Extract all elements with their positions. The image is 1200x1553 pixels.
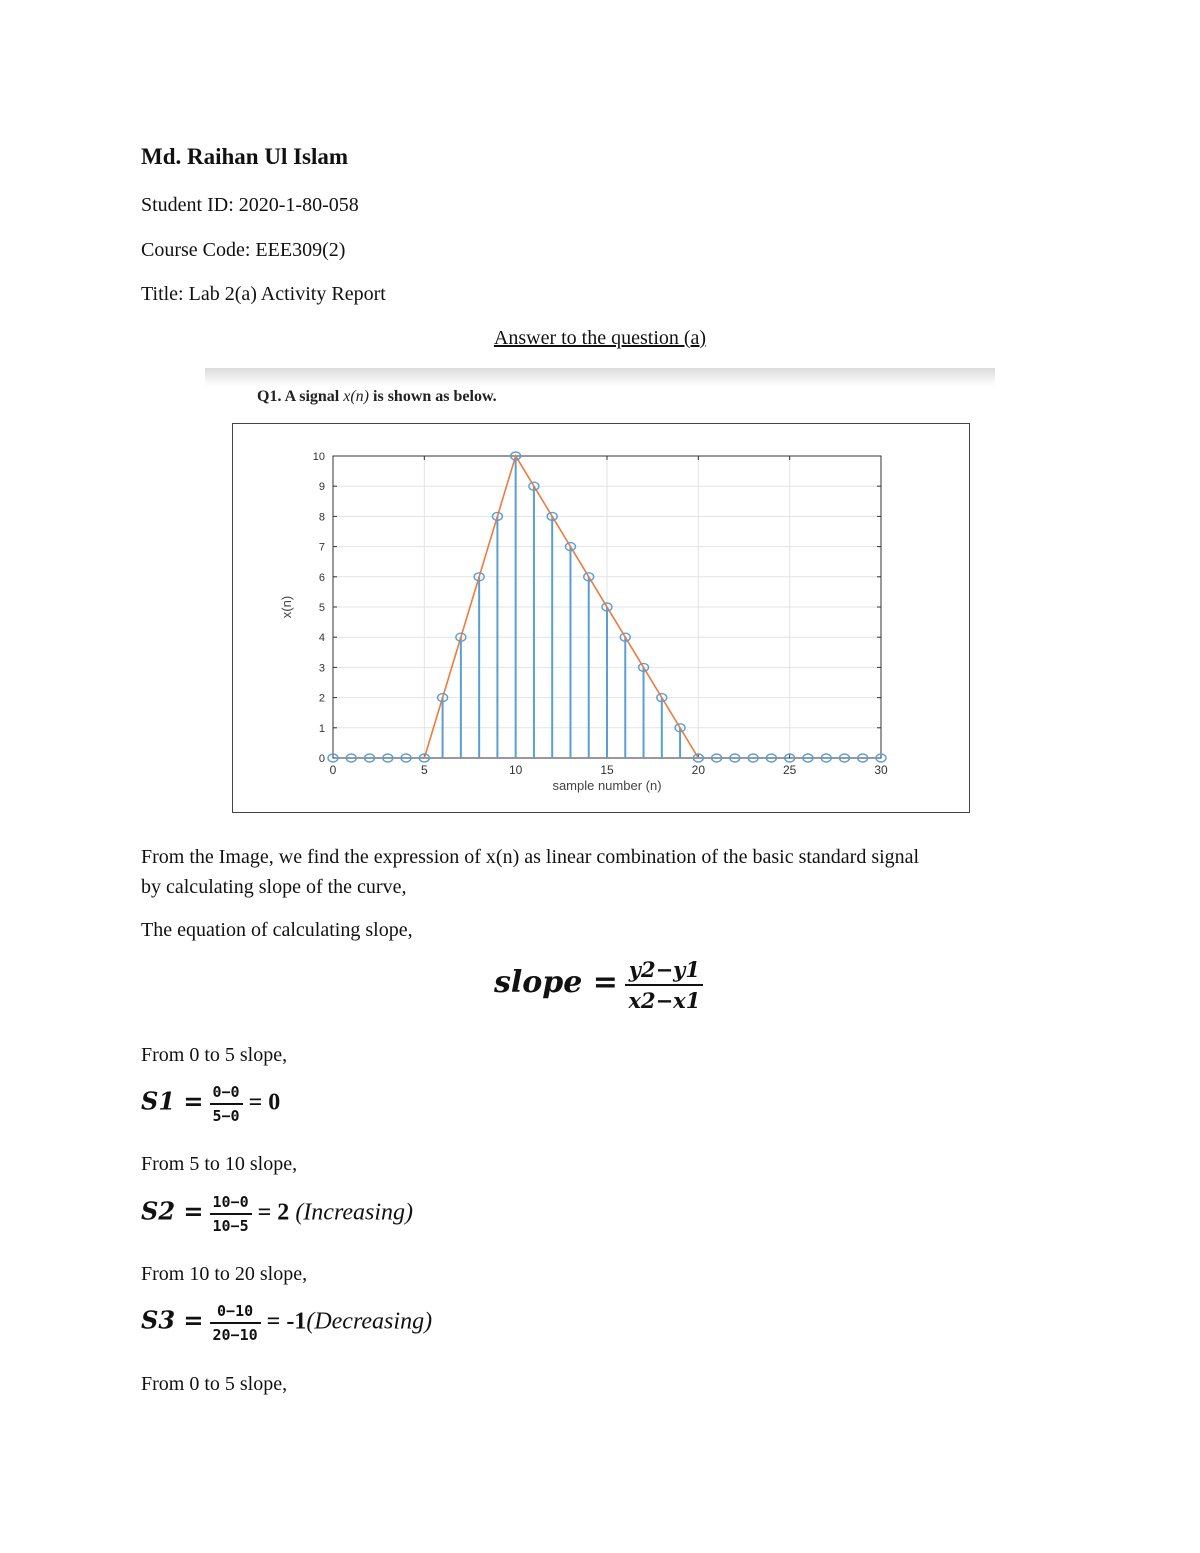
x-tick-label: 10 bbox=[508, 763, 523, 777]
segment-3-label: From 10 to 20 slope, bbox=[141, 1263, 308, 1285]
intro-line-2: by calculating slope of the curve, bbox=[141, 876, 407, 898]
s2-lhs: S2 = bbox=[141, 1196, 204, 1226]
y-tick-label: 5 bbox=[318, 602, 325, 614]
y-tick-label: 8 bbox=[318, 511, 325, 524]
y-tick-label: 9 bbox=[318, 481, 325, 494]
s3-numerator: 0−10 bbox=[210, 1302, 261, 1324]
s1-lhs: S1 = bbox=[141, 1086, 204, 1116]
signal-chart bbox=[233, 424, 968, 811]
x-tick-label: 25 bbox=[782, 763, 797, 777]
s3-note: (Decreasing) bbox=[306, 1308, 433, 1335]
question-signal: x(n) bbox=[343, 388, 370, 405]
s2-equation bbox=[141, 1193, 413, 1235]
y-tick-label: 6 bbox=[318, 571, 325, 584]
s3-equation bbox=[141, 1302, 432, 1344]
intro-paragraph bbox=[141, 842, 1081, 902]
slope-intro: The equation of calculating slope, bbox=[141, 919, 413, 941]
question-prefix: Q1. A signal bbox=[257, 388, 344, 405]
s3-result: = -1 bbox=[266, 1308, 307, 1335]
x-tick-label: 0 bbox=[329, 763, 337, 777]
s1-equation bbox=[141, 1083, 280, 1125]
s2-note: (Increasing) bbox=[295, 1199, 414, 1226]
segment-4-label: From 0 to 5 slope, bbox=[141, 1373, 288, 1395]
y-tick-label: 4 bbox=[318, 632, 325, 645]
y-tick-label: 3 bbox=[318, 662, 325, 675]
s2-fraction bbox=[210, 1193, 252, 1235]
course-code: Course Code: EEE309(2) bbox=[141, 239, 346, 261]
x-tick-label: 5 bbox=[420, 763, 428, 777]
x-tick-label: 20 bbox=[691, 763, 706, 777]
slope-denominator: x2−x1 bbox=[628, 988, 701, 1013]
segment-1-label: From 0 to 5 slope, bbox=[141, 1044, 288, 1066]
question-figure bbox=[205, 368, 995, 820]
slope-formula bbox=[494, 957, 703, 1013]
x-axis-label: sample number (n) bbox=[552, 778, 662, 793]
slope-lhs: slope = bbox=[494, 964, 618, 1000]
x-tick-label: 30 bbox=[874, 763, 888, 777]
plot-frame bbox=[232, 423, 970, 813]
question-text bbox=[257, 388, 497, 406]
s3-denominator: 20−10 bbox=[212, 1326, 258, 1344]
s1-fraction bbox=[210, 1083, 243, 1125]
y-tick-label: 1 bbox=[318, 722, 325, 735]
s2-numerator: 10−0 bbox=[210, 1193, 252, 1215]
y-tick-label: 0 bbox=[318, 753, 325, 765]
y-tick-label: 10 bbox=[312, 451, 325, 463]
x-tick-label: 15 bbox=[600, 763, 614, 777]
s3-fraction bbox=[210, 1302, 261, 1344]
y-axis-label: x(n) bbox=[279, 595, 294, 619]
s3-lhs: S3 = bbox=[141, 1305, 204, 1335]
y-tick-label: 7 bbox=[318, 541, 325, 554]
student-id: Student ID: 2020-1-80-058 bbox=[141, 194, 359, 216]
s2-result: = 2 bbox=[257, 1199, 290, 1226]
segment-2-label: From 5 to 10 slope, bbox=[141, 1153, 298, 1175]
s2-denominator: 10−5 bbox=[212, 1217, 249, 1235]
slope-numerator: y2−y1 bbox=[625, 957, 703, 986]
intro-line-1: From the Image, we find the expression of x(n) as linear combination of the basic standard signal bbox=[141, 846, 920, 868]
s1-result: = 0 bbox=[248, 1089, 281, 1116]
question-suffix: is shown as below. bbox=[369, 388, 497, 405]
s1-numerator: 0−0 bbox=[210, 1083, 243, 1105]
slope-fraction bbox=[625, 957, 703, 1013]
s1-denominator: 5−0 bbox=[212, 1107, 240, 1125]
report-title: Title: Lab 2(a) Activity Report bbox=[141, 283, 386, 305]
author-name: Md. Raihan Ul Islam bbox=[141, 144, 349, 169]
answer-heading: Answer to the question (a) bbox=[493, 327, 707, 349]
figure-shade bbox=[205, 368, 995, 386]
y-tick-label: 2 bbox=[318, 692, 325, 705]
